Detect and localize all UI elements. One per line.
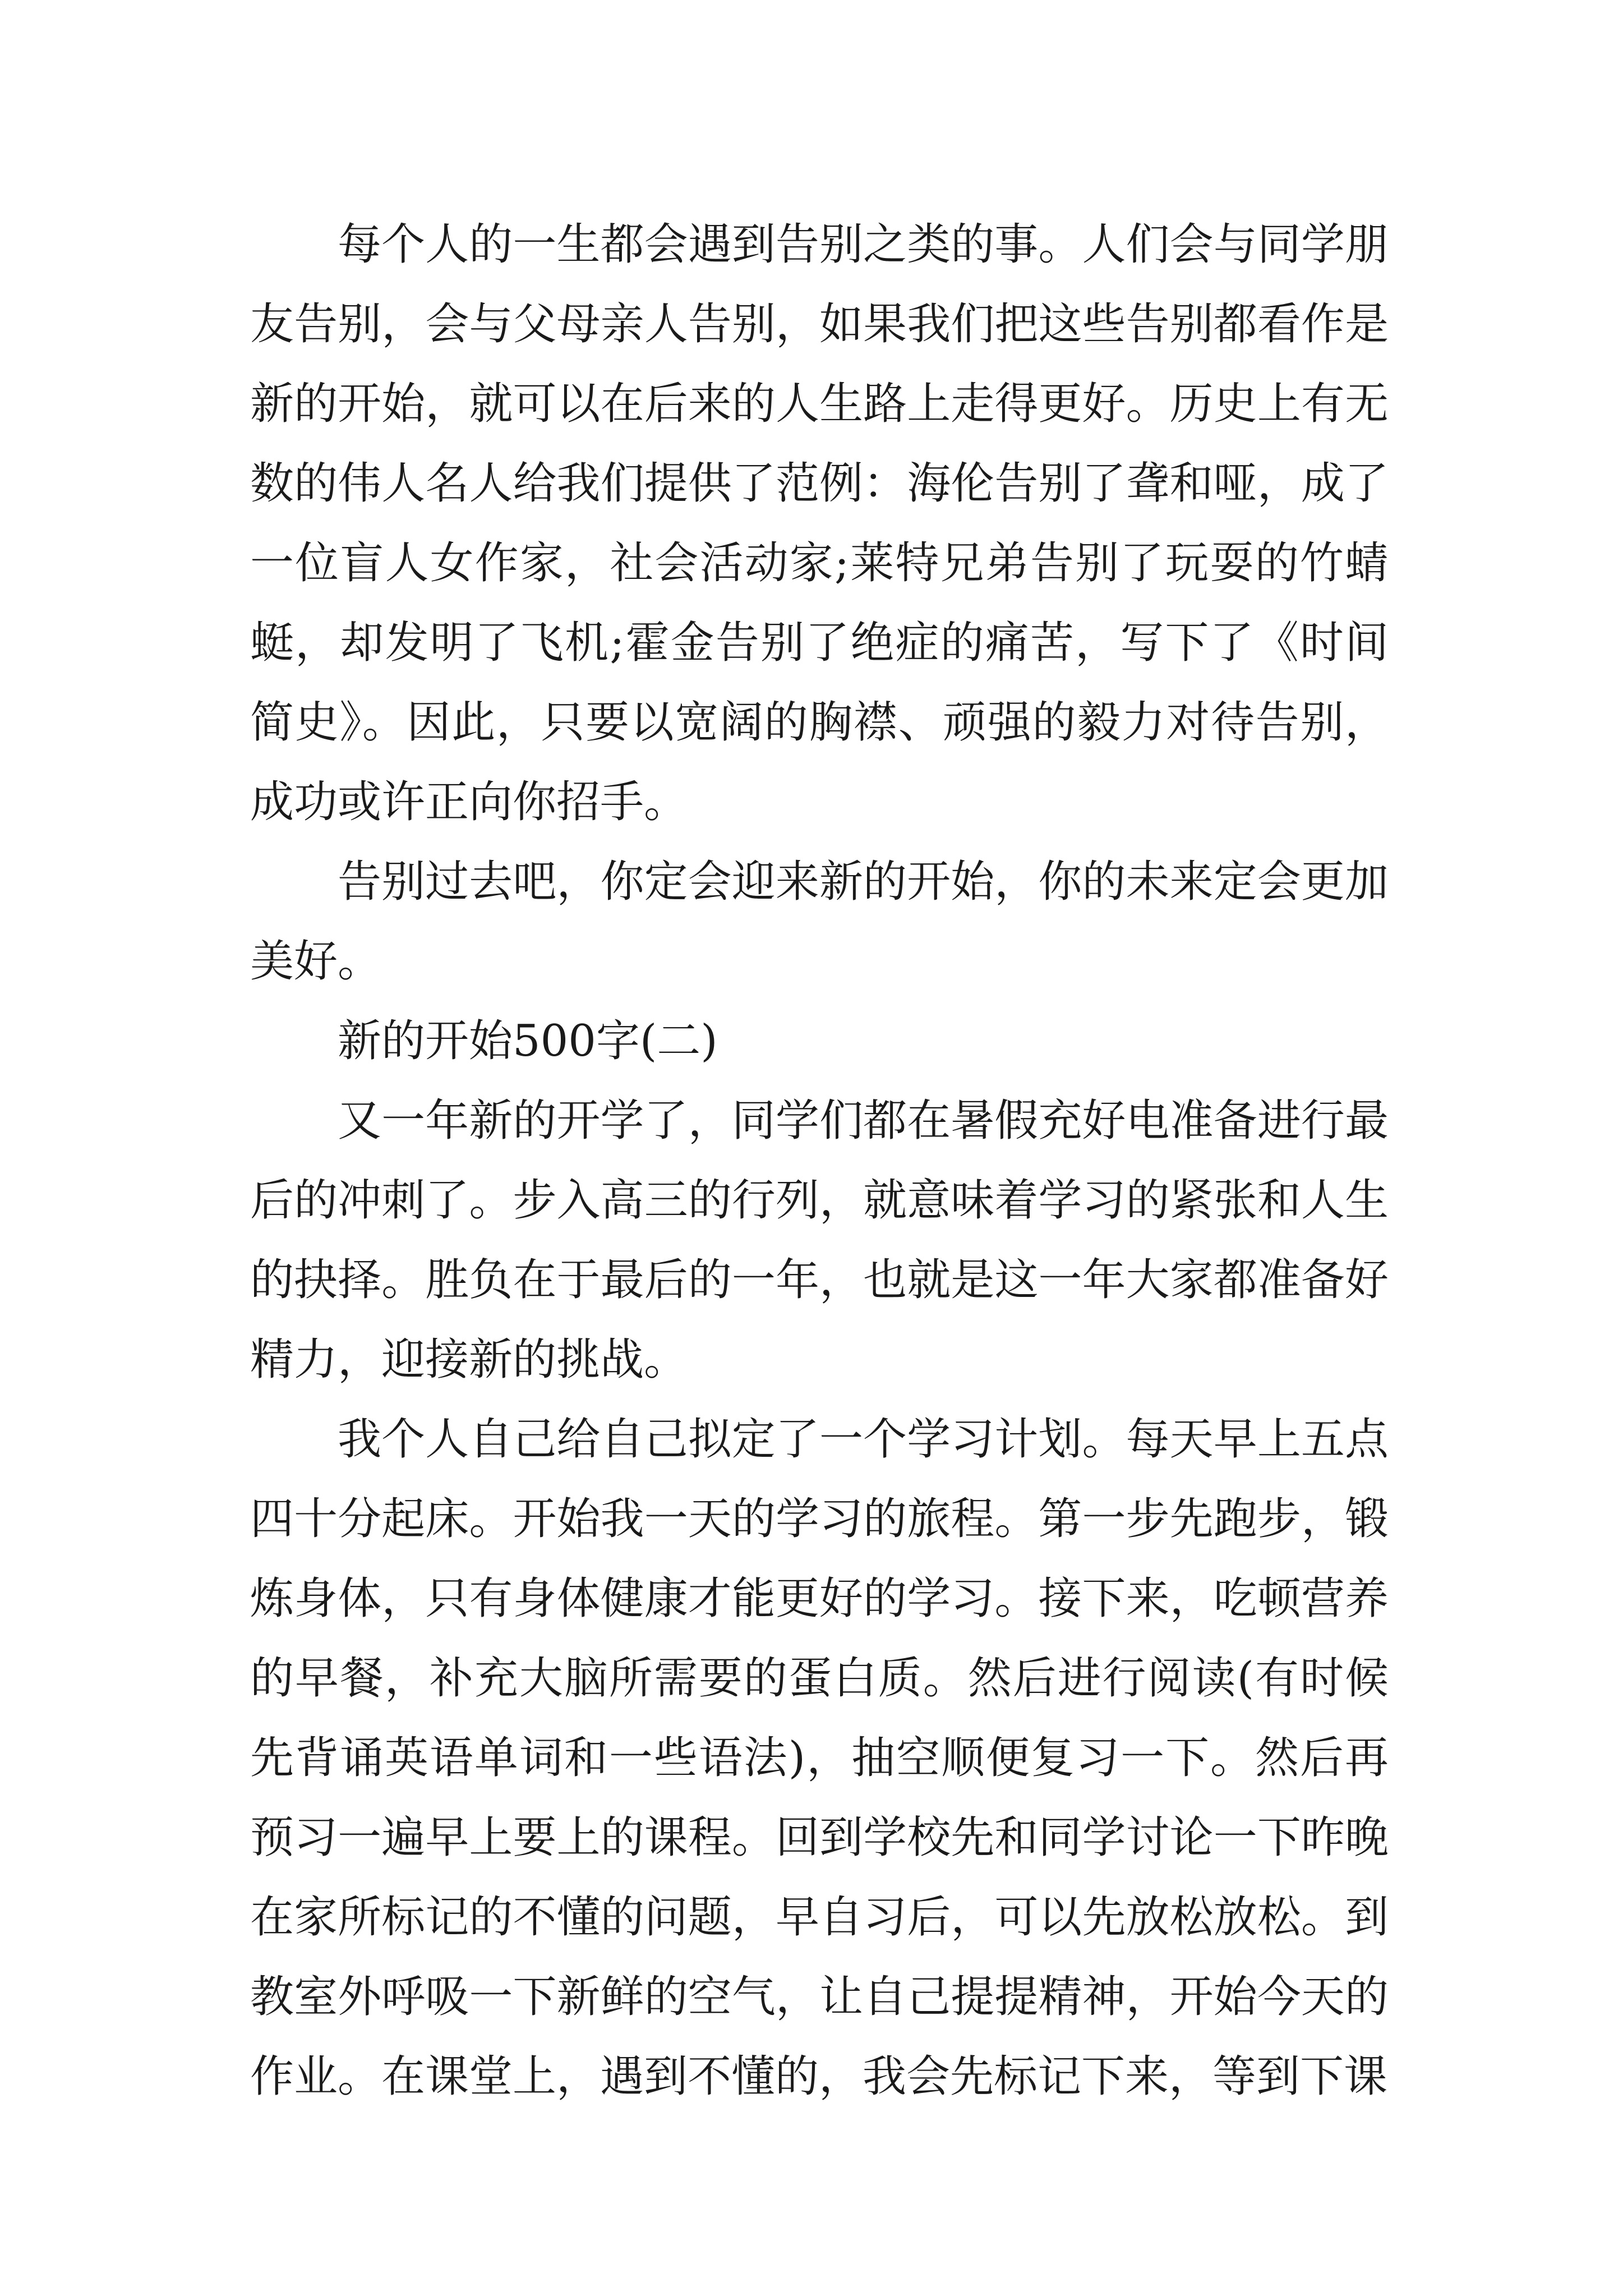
section-heading: 新的开始500字(二) [338,1016,718,1066]
paragraph-conclusion: 告别过去吧，你定会迎来新的开始，你的未来定会更加美好。 [250,857,1389,987]
paragraph-new-semester: 又一年新的开学了，同学们都在暑假充好电准备进行最后的冲刺了。步入高三的行列，就意味着学习的紧张和人生的抉择。胜负在于最后的一年，也就是这一年大家都准备好精力，迎接新的挑战。 [250,1096,1389,1385]
paragraph-farewell: 每个人的一生都会遇到告别之类的事。人们会与同学朋友告别，会与父母亲人告别，如果我们把这些告别都看作是新的开始，就可以在后来的人生路上走得更好。历史上有无数的伟人名人给我们提供了范例：海伦告别了聋和哑，成了一位盲人女作家，社会活动家;莱特兄弟告别了玩耍的竹蜻蜓，却发明了飞机;霍金告别了绝症的痛苦，写下了《时间简史》。因此，只要以宽阔的胸襟、顽强的毅力对待告别，成功或许正向你招手。 [250,219,1389,827]
article-body [250,205,1389,2116]
paragraph-study-plan: 我个人自己给自己拟定了一个学习计划。每天早上五点四十分起床。开始我一天的学习的旅程。第一步先跑步，锻炼身体，只有身体健康才能更好的学习。接下来，吃顿营养的早餐，补充大脑所需要的蛋白质。然后进行阅读(有时候先背诵英语单词和一些语法)，抽空顺便复习一下。然后再预习一遍早上要上的课程。回到学校先和同学讨论一下昨晚在家所标记的不懂的问题，早自习后，可以先放松放松。到教室外呼吸一下新鲜的空气，让自己提提精神，开始今天的作业。在课堂上，遇到不懂的，我会先标记下来，等到下课 [250,1414,1389,2102]
